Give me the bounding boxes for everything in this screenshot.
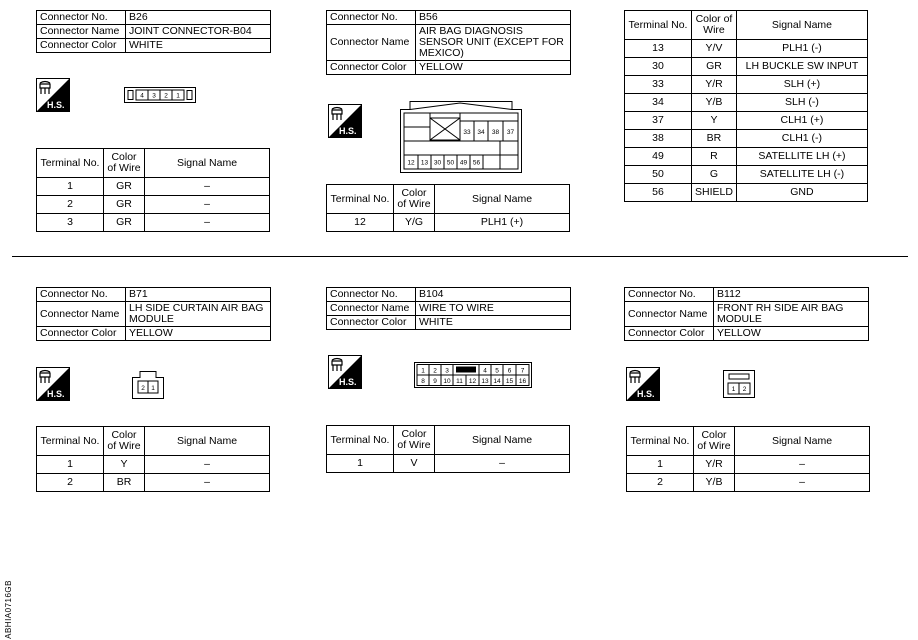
pin-label: 7 [520, 367, 525, 375]
table-row: 2 GR – [37, 196, 270, 214]
connector-name-label: Connector Name [37, 25, 126, 39]
hs-label: H.S. [47, 389, 65, 399]
color-of-wire-header: Color of Wire [394, 185, 435, 214]
b56-terminal-table-continued [624, 10, 868, 202]
pin-label: 1 [421, 367, 425, 375]
b26-connector-info [36, 10, 271, 53]
pin-label: 1 [176, 92, 180, 100]
table-row: 1 V – [327, 455, 570, 473]
pin-label: 9 [433, 378, 437, 385]
b71-connector-face [132, 371, 164, 399]
pin-label: 13 [481, 378, 489, 385]
table-row: 1 Y – [37, 456, 270, 474]
pin-label: 2 [433, 367, 437, 375]
signal-name-header: Signal Name [735, 427, 870, 456]
hs-label: H.S. [637, 389, 655, 399]
pin-label: 11 [456, 378, 463, 385]
table-row: 33 Y/R SLH (+) [625, 76, 868, 94]
pin-label: 12 [468, 378, 477, 385]
pin-label: 3 [445, 367, 449, 375]
connector-name-label: Connector Name [327, 25, 416, 61]
table-row: 12 Y/G PLH1 (+) [327, 214, 570, 232]
connector-name-value: WIRE TO WIRE [416, 302, 571, 316]
terminal-no-header: Terminal No. [627, 427, 694, 456]
b56-connector-info [326, 10, 571, 75]
pin-label: 13 [420, 159, 429, 167]
connector-name-label: Connector Name [327, 302, 416, 316]
color-of-wire-header: Color of Wire [694, 427, 735, 456]
connector-no-label: Connector No. [327, 288, 416, 302]
signal-name-header: Signal Name [736, 11, 867, 40]
b26-connector-face [124, 87, 196, 103]
terminal-no-header: Terminal No. [37, 149, 104, 178]
connector-no-value: B26 [126, 11, 271, 25]
connector-name-value: FRONT RH SIDE AIR BAG MODULE [714, 302, 869, 327]
hs-label: H.S. [339, 126, 357, 136]
hs-label: H.S. [339, 377, 357, 387]
table-row: 1 Y/R – [627, 456, 870, 474]
connector-no-label: Connector No. [37, 288, 126, 302]
table-row: 3 GR – [37, 214, 270, 232]
terminal-no-header: Terminal No. [327, 426, 394, 455]
pin-label: 34 [477, 129, 485, 136]
pin-label: 50 [446, 159, 455, 167]
connector-color-value: WHITE [416, 316, 571, 330]
pin-label: 14 [493, 378, 501, 385]
hs-icon [328, 104, 362, 138]
hs-icon [328, 355, 362, 389]
connector-color-label: Connector Color [327, 316, 416, 330]
connector-name-label: Connector Name [625, 302, 714, 327]
table-row: 13 Y/V PLH1 (-) [625, 40, 868, 58]
table-row: 56 SHIELD GND [625, 184, 868, 202]
pin-label: 15 [505, 378, 514, 385]
pin-label: 12 [407, 159, 415, 167]
b56-connector-face [400, 101, 522, 173]
color-of-wire-header: Color of Wire [104, 149, 145, 178]
connector-color-label: Connector Color [625, 327, 714, 341]
b112-connector-face [723, 370, 755, 398]
pin-label: 37 [506, 129, 515, 136]
b56-terminal-table [326, 184, 570, 232]
table-row: 1 GR – [37, 178, 270, 196]
pin-label: 8 [421, 378, 425, 385]
pin-label: 5 [495, 367, 499, 375]
pin-label: 2 [742, 386, 747, 393]
table-row: 49 R SATELLITE LH (+) [625, 148, 868, 166]
figure-code: ABHIA0716GB [4, 580, 13, 639]
b71-connector-info [36, 287, 271, 341]
pin-label: 3 [152, 92, 156, 100]
connector-no-value: B112 [714, 288, 869, 302]
pin-label: 30 [433, 159, 442, 167]
connector-name-label: Connector Name [37, 302, 126, 327]
b104-connector-info [326, 287, 571, 330]
pin-label: 6 [507, 367, 512, 375]
table-row: 37 Y CLH1 (+) [625, 112, 868, 130]
hs-icon [36, 78, 70, 112]
terminal-no-header: Terminal No. [327, 185, 394, 214]
table-row: 2 Y/B – [627, 474, 870, 492]
table-row: 30 GR LH BUCKLE SW INPUT [625, 58, 868, 76]
b104-terminal-table [326, 425, 570, 473]
connector-name-value: JOINT CONNECTOR-B04 [126, 25, 271, 39]
connector-color-value: YELLOW [714, 327, 869, 341]
connector-color-value: WHITE [126, 39, 271, 53]
connector-name-value: AIR BAG DIAGNOSIS SENSOR UNIT (EXCEPT FOR MEXICO) [416, 25, 571, 61]
terminal-no-header: Terminal No. [37, 427, 104, 456]
table-row: 38 BR CLH1 (-) [625, 130, 868, 148]
section-divider [12, 256, 908, 257]
signal-name-header: Signal Name [435, 426, 570, 455]
pin-label: 1 [731, 386, 736, 393]
color-of-wire-header: Color of Wire [394, 426, 435, 455]
hs-label: H.S. [47, 100, 65, 110]
pin-label: 16 [518, 378, 527, 385]
b112-terminal-table [626, 426, 870, 492]
table-row: 2 BR – [37, 474, 270, 492]
hs-icon [36, 367, 70, 401]
pin-label: 38 [491, 129, 500, 136]
signal-name-header: Signal Name [435, 185, 570, 214]
pin-label: 4 [140, 92, 144, 100]
pin-label: 1 [151, 385, 155, 392]
b112-connector-info [624, 287, 869, 341]
pin-label: 10 [443, 378, 451, 385]
connector-no-label: Connector No. [37, 11, 126, 25]
pin-label: 56 [472, 159, 481, 167]
b26-terminal-table [36, 148, 270, 232]
color-of-wire-header: Color of Wire [692, 11, 737, 40]
connector-color-value: YELLOW [126, 327, 271, 341]
hs-icon [626, 367, 660, 401]
connector-name-value: LH SIDE CURTAIN AIR BAG MODULE [126, 302, 271, 327]
b104-connector-face [414, 362, 532, 388]
connector-no-value: B71 [126, 288, 271, 302]
connector-no-label: Connector No. [327, 11, 416, 25]
pin-label: 33 [463, 129, 471, 136]
b71-terminal-table [36, 426, 270, 492]
color-of-wire-header: Color of Wire [104, 427, 145, 456]
pin-label: 49 [459, 159, 468, 167]
pin-label: 2 [164, 92, 168, 100]
connector-color-label: Connector Color [37, 327, 126, 341]
connector-no-value: B104 [416, 288, 571, 302]
connector-color-label: Connector Color [327, 61, 416, 75]
connector-color-value: YELLOW [416, 61, 571, 75]
signal-name-header: Signal Name [145, 427, 270, 456]
signal-name-header: Signal Name [145, 149, 270, 178]
table-row: 34 Y/B SLH (-) [625, 94, 868, 112]
pin-label: 2 [141, 385, 145, 392]
pin-label: 4 [483, 367, 487, 375]
connector-no-label: Connector No. [625, 288, 714, 302]
terminal-no-header: Terminal No. [625, 11, 692, 40]
connector-color-label: Connector Color [37, 39, 126, 53]
table-row: 50 G SATELLITE LH (-) [625, 166, 868, 184]
connector-no-value: B56 [416, 11, 571, 25]
